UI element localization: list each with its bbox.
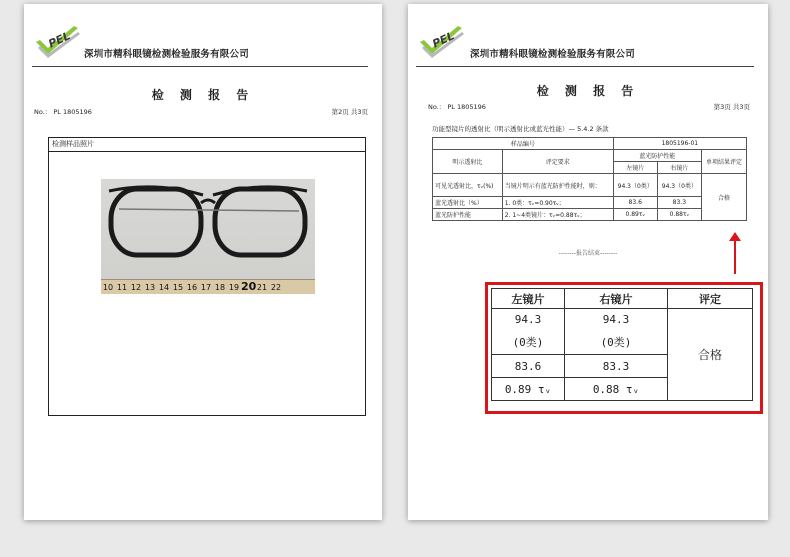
row1-label: 可见光透射比，τᵥ(%) [433,174,503,197]
ruler-digit: 18 [214,283,226,292]
report-number: No.： PL 1805196 [34,108,92,116]
zoom-right-header: 右镜片 [565,289,668,309]
row3-label: 蓝光防护性能 [433,209,503,221]
ruler-digit: 12 [130,283,142,292]
report-number: No.： PL 1805196 [428,103,486,111]
col-param: 明示透射比 [433,150,503,174]
ruler-digit: 20 [241,280,257,293]
ruler-digit: 14 [158,283,170,292]
ruler-digit: 13 [144,283,156,292]
report-page-2 [24,4,382,520]
zoom-r3-right: 0.88 τᵥ [565,378,668,401]
ruler-digit: 10 [102,283,114,292]
row3-left: 0.89τᵥ [613,209,657,221]
section-title: 功能型镜片的透射比（明示透射比或蓝光性能）— 5.4.2 条款 [432,125,609,133]
report-title: 检 测 报 告 [151,88,255,102]
zoom-r1-right: 94.3 (0类) [565,309,668,355]
svg-text:PEL: PEL [46,29,73,51]
row1-req: 当镜片明示有蓝光防护性能时，则： [502,174,613,197]
ruler-digit: 16 [186,283,198,292]
zoom-verdict: 合格 [668,309,753,401]
ruler-digit: 17 [200,283,212,292]
ruler-digit: 21 [256,283,268,292]
zoomed-results-table [491,288,753,401]
report-page-3 [408,4,768,520]
company-name: 深圳市精科眼镜检测检验服务有限公司 [84,49,249,60]
row2-left: 83.6 [613,197,657,209]
ruler-digit: 11 [116,283,128,292]
company-name: 深圳市精科眼镜检测检验服务有限公司 [470,49,635,60]
glasses-image [101,179,315,279]
row3-right: 0.88τᵥ [657,209,701,221]
row1-left: 94.3（0类） [613,174,657,197]
col-left: 左镜片 [613,162,657,174]
zoom-r3-left: 0.89 τᵥ [492,378,565,401]
row2-right: 83.3 [657,197,701,209]
col-right: 右镜片 [657,162,701,174]
ruler-digit: 19 [228,283,240,292]
sample-photo-box [48,137,366,416]
page-number: 第3页 共3页 [713,103,750,111]
zoom-r2-left: 83.6 [492,355,565,378]
company-logo [418,24,466,62]
zoom-r1-left: 94.3 (0类) [492,309,565,355]
transmittance-table [432,137,747,221]
sample-no-label: 样品编号 [433,138,614,150]
col-requirement: 评定要求 [502,150,613,174]
ruler-digit: 15 [172,283,184,292]
sample-no: 1805196-01 [613,138,746,150]
sample-photo [101,179,315,294]
row1-right: 94.3（0类） [657,174,701,197]
page-number: 第2页 共3页 [331,108,368,116]
photo-header: 检测样品照片 [49,138,365,152]
ruler-digit: 22 [270,283,282,292]
header-rule [32,66,368,67]
col-result: 单项结果评定 [701,150,746,174]
company-logo [34,24,82,62]
zoom-verdict-header: 评定 [668,289,753,309]
report-title: 检 测 报 告 [536,84,640,98]
zoom-r2-right: 83.3 [565,355,668,378]
row2-req: 1. 0类：τᵥ=0.90τᵥ； [502,197,613,209]
row3-req: 2. 1~4类镜片：τᵥ=0.88τᵥ； [502,209,613,221]
report-end: --------报告结束-------- [558,250,618,257]
col-blue: 蓝光防护性能 [613,150,701,162]
svg-text:PEL: PEL [430,29,457,51]
callout-arrow-line [734,240,736,274]
zoomed-results-callout [485,282,763,414]
zoom-left-header: 左镜片 [492,289,565,309]
measurement-ruler [101,279,315,294]
header-rule [416,66,754,67]
row2-label: 蓝光透射比（%） [433,197,503,209]
verdict: 合格 [701,174,746,221]
